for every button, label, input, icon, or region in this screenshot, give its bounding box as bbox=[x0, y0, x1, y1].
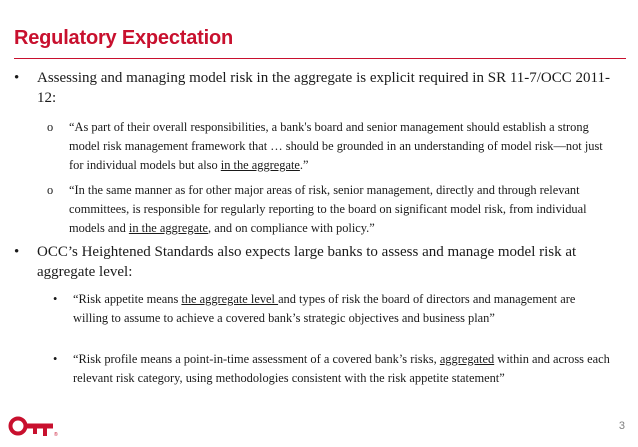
bullet-marker: • bbox=[14, 70, 20, 86]
sub-bullet-1-2: “In the same manner as for other major areas of risk, senior management, directly and through relevant committees, is responsible for regularly reporting to the board on significant model risk, from individual models and in the aggregate, and on compliance with policy.” bbox=[69, 183, 587, 235]
underlined-phrase: aggregated bbox=[439, 352, 495, 366]
bullet-1-text: Assessing and managing model risk in the aggregate is explicit required in SR 11-7/OCC 2011-12: bbox=[37, 70, 610, 106]
sub-bullet-1-1: “As part of their overall responsibilities, a bank's board and senior management should establish a strong model risk management framework that … should be grounded in an understanding of model risk—not just for individual models but also in the aggregate.” bbox=[69, 120, 603, 172]
sub-bullet-marker: o bbox=[47, 183, 54, 197]
sub-bullet-marker: o bbox=[47, 120, 54, 134]
bullet-2-text: OCC’s Heightened Standards also expects large banks to assess and manage model risk at aggregate level: bbox=[37, 244, 577, 280]
registered-mark: ® bbox=[54, 432, 58, 438]
title-divider bbox=[14, 58, 626, 59]
key-icon bbox=[8, 414, 64, 438]
slide-title: Regulatory Expectation bbox=[14, 27, 233, 49]
sub-bullet-2-2: “Risk profile means a point-in-time assessment of a covered bank’s risks, aggregated within and across each relevant risk category, using methodologies consistent with the risk appetite statement” bbox=[73, 352, 610, 385]
sub-bullet-marker: • bbox=[53, 292, 58, 306]
underlined-phrase: the aggregate level bbox=[181, 292, 279, 306]
sub-bullet-2-1: “Risk appetite means the aggregate level and types of risk the board of directors and management are willing to assume to achieve a covered bank’s strategic objectives and business plan” bbox=[73, 292, 576, 325]
page-number: 3 bbox=[618, 420, 625, 432]
underlined-phrase: in the aggregate bbox=[128, 221, 209, 235]
sub-bullet-marker: • bbox=[53, 352, 58, 366]
underlined-phrase: in the aggregate bbox=[220, 158, 300, 172]
bullet-marker: • bbox=[14, 244, 20, 260]
